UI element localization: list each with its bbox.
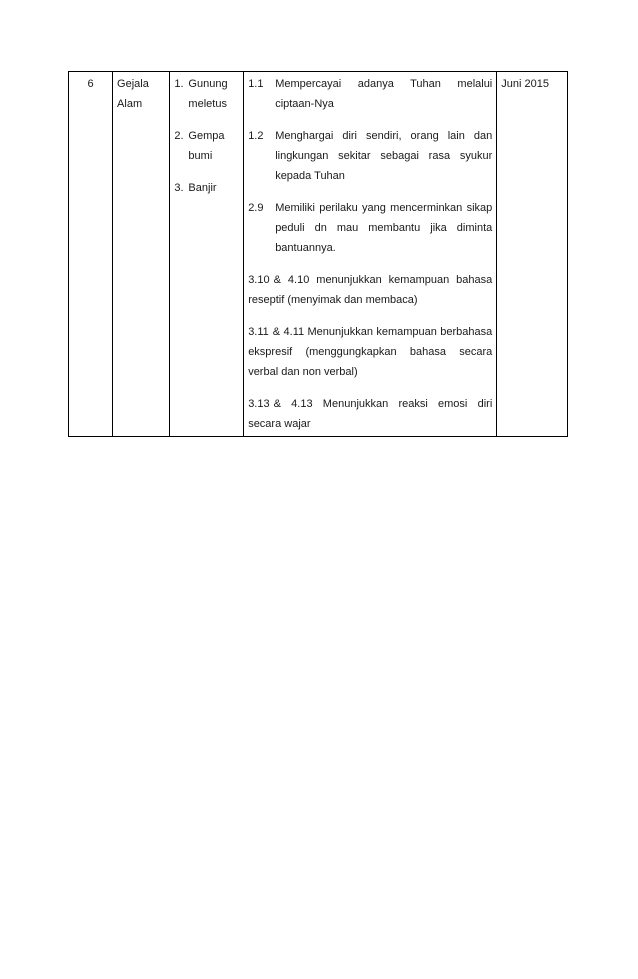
competency-number: 3.10	[248, 274, 270, 286]
competency-item	[248, 270, 492, 310]
subtheme-text: Gempa bumi	[188, 130, 225, 162]
competency-text: Memiliki perilaku yang mencerminkan sikap peduli dn mau membantu jika diminta bantuannya.	[275, 202, 493, 254]
competency-number: 3.13	[248, 398, 270, 410]
competency-text: Menghargai diri sendiri, orang lain dan lingkungan sekitar sebagai rasa syukur kepada Tuhan	[275, 130, 493, 182]
competency-text: Mempercayai adanya Tuhan melalui ciptaan-Nya	[275, 78, 493, 110]
row-number: 6	[69, 72, 113, 437]
competency-text: & 4.13 Menunjukkan reaksi emosi diri secara wajar	[248, 398, 493, 430]
subtheme-item	[174, 178, 239, 198]
competency-text: & 4.10 menunjukkan kemampuan bahasa reseptif (menyimak dan membaca)	[248, 274, 493, 306]
theme-table	[68, 71, 568, 437]
subtheme-number: 2.	[174, 130, 184, 142]
competency-text: & 4.11 Menunjukkan kemampuan berbahasa ekspresif (menggungkapkan bahasa secara verbal dan non verbal)	[248, 326, 493, 378]
competency-item	[248, 322, 492, 382]
competency-item	[248, 198, 492, 258]
competency-inline	[248, 322, 492, 382]
time-cell: Juni 2015	[497, 72, 568, 437]
competency-number: 2.9	[248, 202, 264, 214]
competency-item	[248, 394, 492, 434]
subtheme-text: Gunung meletus	[188, 78, 228, 110]
competency-item	[248, 126, 492, 186]
subtheme-item	[174, 74, 239, 114]
competency-number: 3.11	[248, 326, 269, 338]
competency-inline	[248, 394, 492, 434]
subtheme-cell	[170, 72, 244, 437]
competency-inline	[248, 270, 492, 310]
table-row	[69, 72, 568, 437]
competency-number: 1.1	[248, 78, 264, 90]
competency-number: 1.2	[248, 130, 264, 142]
theme-cell: Gejala Alam	[113, 72, 170, 437]
subtheme-text: Banjir	[188, 182, 217, 194]
subtheme-item	[174, 126, 239, 166]
subtheme-number: 1.	[174, 78, 184, 90]
subtheme-number: 3.	[174, 182, 184, 194]
competency-item	[248, 74, 492, 114]
competency-cell	[244, 72, 497, 437]
